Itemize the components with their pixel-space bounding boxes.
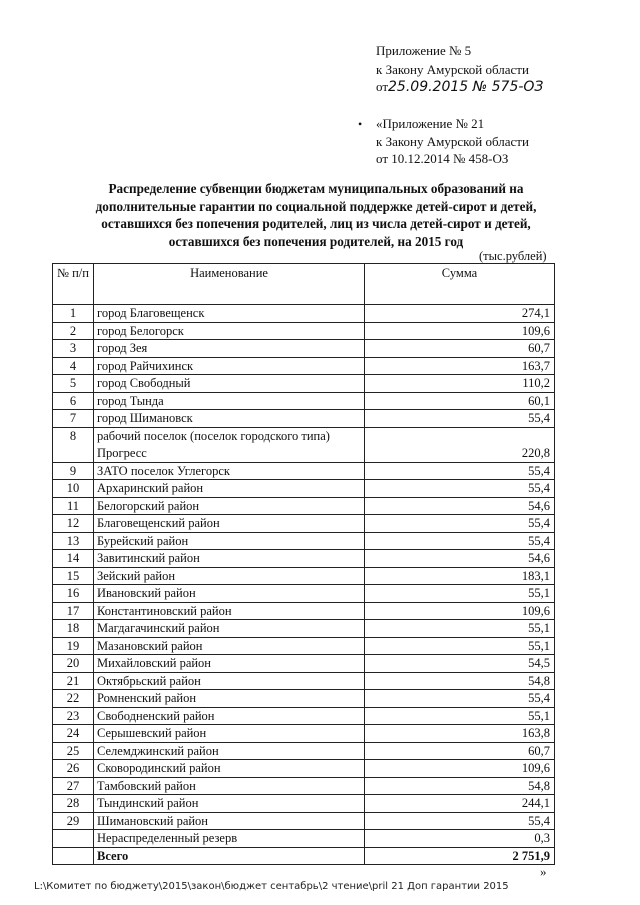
row-name: Благовещенский район: [94, 515, 365, 533]
table-row: [53, 462, 555, 480]
row-number: 13: [53, 532, 94, 550]
row-sum: 220,8: [365, 427, 555, 462]
table-row: [53, 340, 555, 358]
table-row: [53, 795, 555, 813]
date-prefix: от: [376, 79, 389, 94]
table-row: [53, 357, 555, 375]
row-sum: 55,1: [365, 707, 555, 725]
row-number: 3: [53, 340, 94, 358]
row-number: 25: [53, 742, 94, 760]
row-number: 9: [53, 462, 94, 480]
table-row: [53, 497, 555, 515]
row-sum: 55,4: [365, 812, 555, 830]
document-title: [60, 180, 572, 250]
table-row: [53, 375, 555, 393]
row-number: 17: [53, 602, 94, 620]
row-sum: 163,7: [365, 357, 555, 375]
row-name: город Зея: [94, 340, 365, 358]
total-row: [53, 847, 555, 865]
row-name: Сковородинский район: [94, 760, 365, 778]
row-name: рабочий поселок (поселок городского типа) Прогресс: [94, 427, 365, 462]
table-row: [53, 585, 555, 603]
row-sum: 55,1: [365, 585, 555, 603]
row-number: 16: [53, 585, 94, 603]
row-number: 29: [53, 812, 94, 830]
file-path-footer: L:\Комитет по бюджету\2015\закон\бюджет сентабрь\2 чтение\pril 21 Доп гарантии 2015: [34, 881, 509, 892]
title-line: дополнительные гарантии по социальной поддержке детей-сирот и детей,: [95, 198, 537, 214]
table-row: [53, 427, 555, 462]
table-row: [53, 690, 555, 708]
row-name: Михайловский район: [94, 655, 365, 673]
row-name: Селемджинский район: [94, 742, 365, 760]
row-number: 15: [53, 567, 94, 585]
row-number: 21: [53, 672, 94, 690]
row-name: Серышевский район: [94, 725, 365, 743]
row-sum: 54,6: [365, 550, 555, 568]
row-name: ЗАТО поселок Углегорск: [94, 462, 365, 480]
row-sum: 163,8: [365, 725, 555, 743]
row-number: 23: [53, 707, 94, 725]
row-name: Тындинский район: [94, 795, 365, 813]
row-number: 6: [53, 392, 94, 410]
row-sum: 55,4: [365, 515, 555, 533]
row-number: 20: [53, 655, 94, 673]
row-sum: 109,6: [365, 322, 555, 340]
row-name: Свободненский район: [94, 707, 365, 725]
header-line-3: [376, 78, 543, 96]
row-number: [53, 830, 94, 848]
header-line-4: «Приложение № 21: [376, 116, 485, 131]
row-name: Нераспределенный резерв: [94, 830, 365, 848]
row-name: Магдагачинский район: [94, 620, 365, 638]
title-line: Распределение субвенции бюджетам муниципальных образований на: [108, 181, 524, 196]
row-name: город Райчихинск: [94, 357, 365, 375]
row-name: Шимановский район: [94, 812, 365, 830]
row-sum: 55,4: [365, 690, 555, 708]
table-row: [53, 830, 555, 848]
row-number: 5: [53, 375, 94, 393]
row-number: 22: [53, 690, 94, 708]
row-number: 10: [53, 480, 94, 498]
table-row: [53, 550, 555, 568]
row-name: город Благовещенск: [94, 305, 365, 323]
row-number: 18: [53, 620, 94, 638]
row-name: город Белогорск: [94, 322, 365, 340]
row-number: 19: [53, 637, 94, 655]
total-label: Всего: [94, 847, 365, 865]
row-number: 8: [53, 427, 94, 462]
row-number: 24: [53, 725, 94, 743]
unit-label: (тыс.рублей): [479, 249, 547, 263]
table-row: [53, 392, 555, 410]
row-number: 2: [53, 322, 94, 340]
row-sum: 274,1: [365, 305, 555, 323]
table-row: [53, 410, 555, 428]
row-number: 26: [53, 760, 94, 778]
row-sum: 244,1: [365, 795, 555, 813]
row-sum: 183,1: [365, 567, 555, 585]
table-row: [53, 620, 555, 638]
row-number: 11: [53, 497, 94, 515]
row-sum: 54,8: [365, 777, 555, 795]
row-number: 12: [53, 515, 94, 533]
col-header-number: № п/п: [53, 264, 94, 305]
row-sum: 54,5: [365, 655, 555, 673]
row-number: 28: [53, 795, 94, 813]
table-row: [53, 567, 555, 585]
row-name: Белогорский район: [94, 497, 365, 515]
table-row: [53, 725, 555, 743]
row-sum: 60,7: [365, 340, 555, 358]
row-name: Тамбовский район: [94, 777, 365, 795]
row-name: Бурейский район: [94, 532, 365, 550]
row-sum: 54,8: [365, 672, 555, 690]
row-name: Архаринский район: [94, 480, 365, 498]
row-name: город Тында: [94, 392, 365, 410]
row-name: город Свободный: [94, 375, 365, 393]
table-row: [53, 305, 555, 323]
title-line: оставшихся без попечения родителей, на 2015 год: [168, 233, 464, 249]
handwritten-date-number: 25.09.2015 № 575-ОЗ: [388, 79, 544, 95]
row-name: Мазановский район: [94, 637, 365, 655]
row-sum: 55,4: [365, 410, 555, 428]
table-row: [53, 777, 555, 795]
header-line-6: от 10.12.2014 № 458-ОЗ: [376, 151, 509, 166]
closing-quote: »: [540, 864, 547, 879]
header-line-1: Приложение № 5: [376, 43, 472, 58]
table-row: [53, 637, 555, 655]
table-row: [53, 672, 555, 690]
distribution-table: [52, 263, 555, 865]
row-name: Константиновский район: [94, 602, 365, 620]
row-number: 4: [53, 357, 94, 375]
col-header-sum: Сумма: [365, 264, 555, 305]
col-header-name: Наименование: [94, 264, 365, 305]
table-row: [53, 602, 555, 620]
row-name: Завитинский район: [94, 550, 365, 568]
total-sum: 2 751,9: [365, 847, 555, 865]
table-row: [53, 532, 555, 550]
row-number: 27: [53, 777, 94, 795]
row-name: Октябрьский район: [94, 672, 365, 690]
header-line-2: к Закону Амурской области: [376, 62, 529, 77]
row-name: город Шимановск: [94, 410, 365, 428]
row-name: Ромненский район: [94, 690, 365, 708]
row-sum: 110,2: [365, 375, 555, 393]
row-sum: 55,4: [365, 462, 555, 480]
row-sum: 60,1: [365, 392, 555, 410]
row-number: 7: [53, 410, 94, 428]
row-name: Зейский район: [94, 567, 365, 585]
row-number: 14: [53, 550, 94, 568]
header-line-5: к Закону Амурской области: [376, 134, 529, 149]
table-row: [53, 812, 555, 830]
row-sum: 109,6: [365, 760, 555, 778]
table-row: [53, 322, 555, 340]
table-row: [53, 480, 555, 498]
row-sum: 109,6: [365, 602, 555, 620]
table-row: [53, 760, 555, 778]
row-sum: 60,7: [365, 742, 555, 760]
row-sum: 55,1: [365, 620, 555, 638]
row-sum: 0,3: [365, 830, 555, 848]
row-name: Ивановский район: [94, 585, 365, 603]
table-row: [53, 707, 555, 725]
row-sum: 55,4: [365, 532, 555, 550]
row-sum: 55,4: [365, 480, 555, 498]
total-number: [53, 847, 94, 865]
row-sum: 54,6: [365, 497, 555, 515]
table-row: [53, 655, 555, 673]
table-row: [53, 515, 555, 533]
title-line: оставшихся без попечения родителей, лиц из числа детей-сирот и детей,: [101, 216, 531, 232]
row-sum: 55,1: [365, 637, 555, 655]
table-row: [53, 742, 555, 760]
bullet-dot: •: [358, 117, 363, 131]
row-number: 1: [53, 305, 94, 323]
